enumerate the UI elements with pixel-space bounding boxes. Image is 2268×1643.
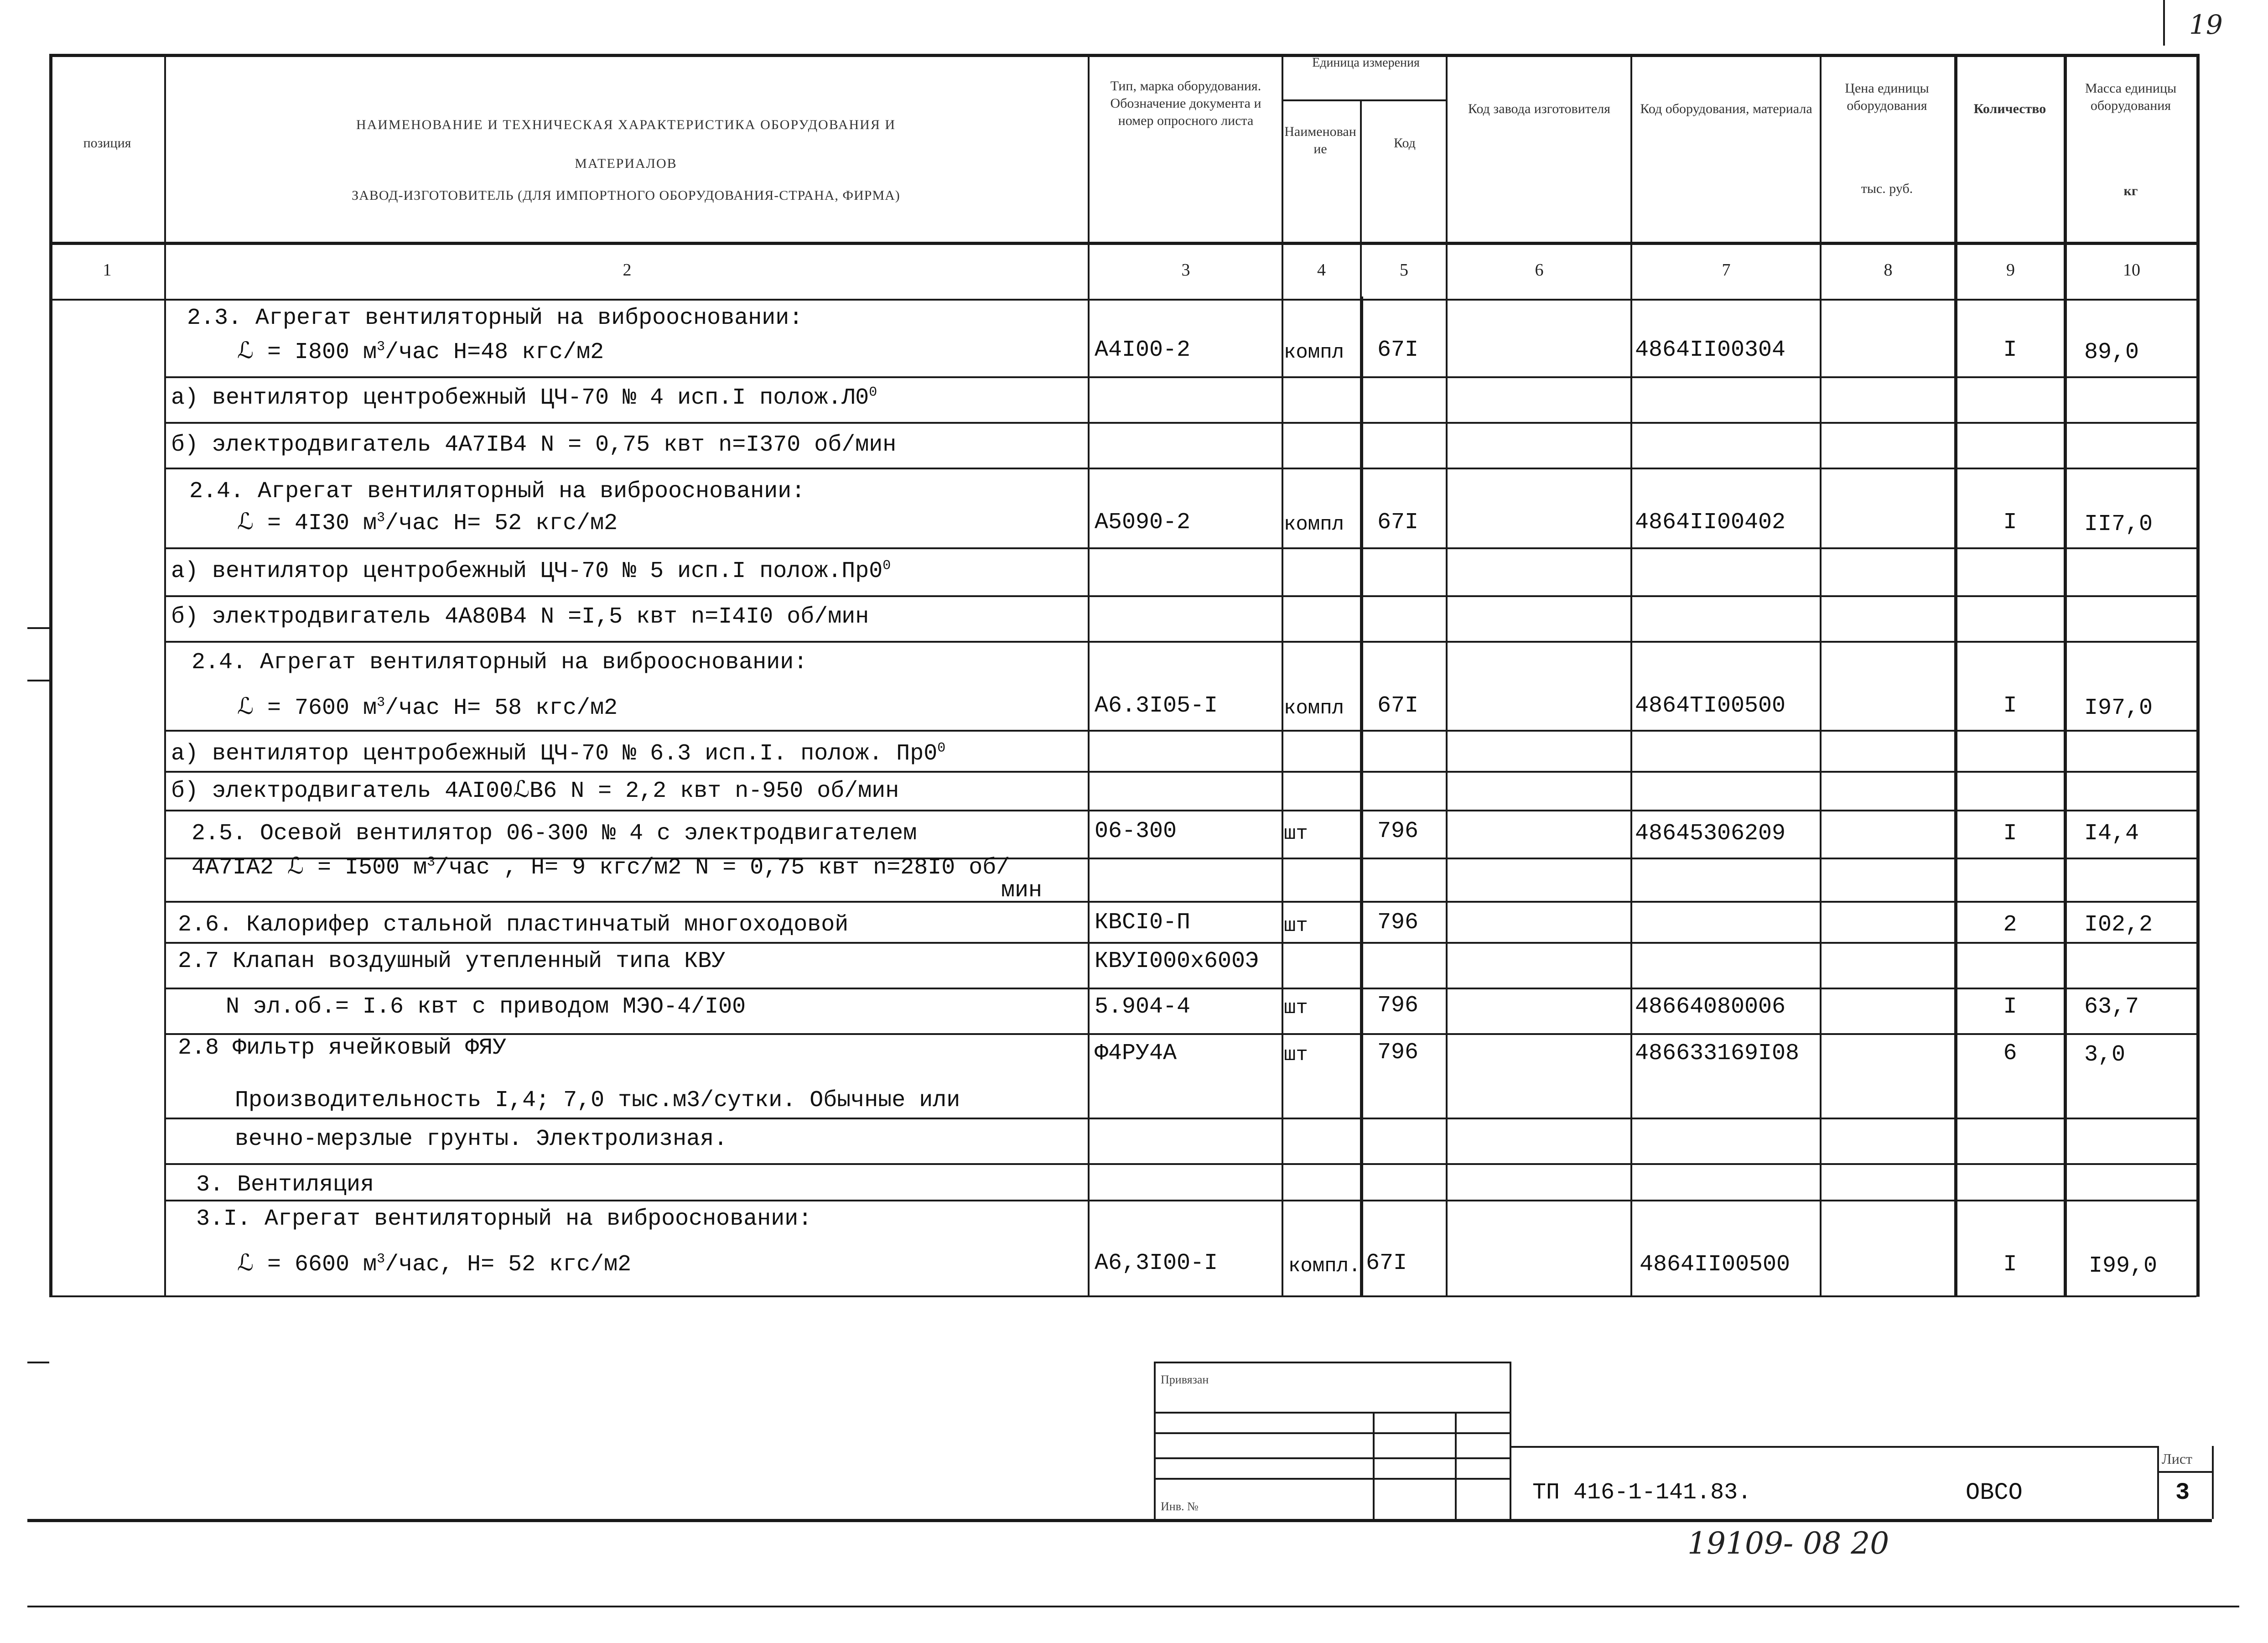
row-2-7-mass: 63,7 bbox=[2084, 994, 2139, 1020]
header-col8-unit: тыс. руб. bbox=[1861, 181, 1913, 196]
row-2-3-mass: 89,0 bbox=[2084, 339, 2139, 365]
row-2-8-title: 2.8 Фильтр ячейковый ФЯУ bbox=[178, 1035, 507, 1061]
row-2-4b-eq-code: 4864TI00500 bbox=[1635, 693, 1786, 719]
row-2-4a-mass: II7,0 bbox=[2084, 511, 2153, 537]
row-2-3-flow: ℒ = I800 $м^3$/час H=48 кгс/м2 bbox=[237, 339, 604, 365]
col-line-10 bbox=[2196, 54, 2200, 1297]
row-2-5-code: 796 bbox=[1377, 818, 1419, 844]
row-2-3-fan: а) вентилятор центробежный ЦЧ-70 № 4 исп.I $полож.Л0^0$ bbox=[171, 385, 877, 411]
stamp-rule bbox=[1510, 1362, 1511, 1519]
stamp-rule bbox=[1154, 1362, 1156, 1519]
row-2-6-title: 2.6. Калорифер стальной пластинчатый многоходовой bbox=[178, 912, 849, 938]
row-2-7-title: 2.7 Клапан воздушный утепленный типа КВУ bbox=[178, 948, 726, 974]
header-col2-line2: МАТЕРИАЛОВ bbox=[575, 156, 677, 171]
stamp-section: ОВСО bbox=[1966, 1479, 2023, 1506]
row-2-5-qty: I bbox=[2003, 821, 2017, 847]
row-2-5-title: 2.5. Осевой вентилятор 06-300 № 4 с электродвигателем bbox=[192, 821, 917, 847]
col-line-4b bbox=[1360, 296, 1363, 1297]
row-rule bbox=[164, 771, 2196, 773]
row-2-4a-code: 67I bbox=[1377, 510, 1419, 536]
row-2-3-code: 67I bbox=[1377, 337, 1419, 363]
row-2-8-note-1: Производительность I,4; 7,0 тыс.м3/сутки. Обычные или bbox=[235, 1087, 960, 1113]
colnum-bottom-border bbox=[49, 299, 2196, 301]
row-2-8-eq-code: 486633169I08 bbox=[1635, 1040, 1800, 1066]
stamp-inv-no: Инв. № bbox=[1161, 1500, 1199, 1513]
header-unit-group: Единица измерения bbox=[1312, 56, 1420, 70]
row-2-3-qty: I bbox=[2003, 337, 2017, 363]
row-2-7-eq-code: 48664080006 bbox=[1635, 994, 1786, 1020]
archive-number: 19109- 08 20 bbox=[1687, 1526, 1889, 1561]
col-line-0 bbox=[49, 54, 52, 1297]
row-2-6-qty: 2 bbox=[2003, 912, 2017, 938]
row-rule bbox=[164, 468, 2196, 469]
row-2-5-detail-line2: мин bbox=[1001, 878, 1043, 904]
header-col3: Тип, марка оборудования. Обозначение документа и номер опросного листа bbox=[1110, 78, 1261, 128]
row-3-1-unit: компл. bbox=[1288, 1255, 1361, 1278]
colnum-8: 8 bbox=[1884, 260, 1893, 280]
row-2-8-unit: шт bbox=[1284, 1044, 1308, 1066]
row-rule bbox=[164, 1200, 2196, 1201]
header-col2-line3: ЗАВОД-ИЗГОТОВИТЕЛЬ (ДЛЯ ИМПОРТНОГО ОБОРУДОВАНИЯ-СТРАНА, ФИРМА) bbox=[352, 188, 900, 203]
row-rule bbox=[164, 901, 2196, 903]
col-line-7 bbox=[1820, 54, 1822, 1297]
row-2-3-title: 2.3. Агрегат вентиляторный на виброосновании: bbox=[187, 305, 803, 331]
unit-group-rule bbox=[1282, 99, 1446, 101]
row-rule bbox=[164, 1118, 2196, 1119]
row-3-1-mass: I99,0 bbox=[2089, 1253, 2158, 1279]
row-2-3-motor: б) электродвигатель 4А7IВ4 N = 0,75 квт n=I370 об/мин bbox=[171, 432, 897, 458]
stamp-rule bbox=[2212, 1446, 2214, 1519]
stamp-bottom-border bbox=[27, 1519, 2212, 1522]
margin-tick bbox=[27, 1362, 49, 1363]
table-bottom-border bbox=[49, 1295, 2196, 1297]
colnum-7: 7 bbox=[1722, 260, 1731, 280]
row-rule bbox=[164, 547, 2196, 549]
table-top-border bbox=[49, 54, 2196, 57]
row-2-5-detail: 4А7IА2 ℒ = I500 $м^3$/час , H= 9 кгс/м2 N = 0,75 квт n=28I0 об/ bbox=[192, 854, 1010, 881]
row-2-5-type: 06-300 bbox=[1095, 818, 1177, 844]
header-col9: Количество bbox=[1973, 101, 2046, 116]
row-rule bbox=[164, 595, 2196, 597]
row-2-6-unit: шт bbox=[1284, 915, 1308, 937]
header-col6: Код завода изготовителя bbox=[1468, 101, 1610, 116]
stamp-rule bbox=[2157, 1446, 2159, 1519]
stamp-rule bbox=[1373, 1412, 1375, 1519]
colnum-3: 3 bbox=[1181, 260, 1190, 280]
colnum-2: 2 bbox=[623, 260, 632, 280]
row-rule bbox=[164, 988, 2196, 989]
row-2-6-type: КВСI0-П bbox=[1095, 910, 1191, 936]
row-2-3-eq-code: 4864II00304 bbox=[1635, 337, 1786, 363]
colnum-5: 5 bbox=[1400, 260, 1408, 280]
row-2-5-mass: I4,4 bbox=[2084, 821, 2139, 847]
row-2-3-unit: компл bbox=[1284, 341, 1344, 364]
row-2-4b-qty: I bbox=[2003, 693, 2017, 719]
section-3-title: 3. Вентиляция bbox=[196, 1172, 374, 1198]
header-col1: позиция bbox=[83, 135, 131, 151]
row-2-4a-motor: б) электродвигатель 4А80В4 N =I,5 квт n=I4I0 об/мин bbox=[171, 604, 869, 630]
stamp-sheet-label: Лист bbox=[2162, 1451, 2193, 1467]
row-2-8-code: 796 bbox=[1377, 1040, 1419, 1066]
row-rule bbox=[164, 942, 2196, 944]
colnum-1: 1 bbox=[103, 260, 112, 280]
header-col8: Цена единицы оборудования bbox=[1845, 81, 1929, 113]
row-2-6-mass: I02,2 bbox=[2084, 912, 2153, 938]
stamp-sheet-no: 3 bbox=[2175, 1479, 2190, 1506]
colnum-10: 10 bbox=[2123, 260, 2140, 280]
row-2-4b-mass: I97,0 bbox=[2084, 695, 2153, 721]
row-2-4a-fan: а) вентилятор центробежный ЦЧ-70 № 5 исп.I $полож.Пр0^0$ bbox=[171, 558, 891, 584]
row-3-1-flow: ℒ = 6600 $м^3$/час, H= 52 кгс/м2 bbox=[237, 1251, 632, 1278]
stamp-rule bbox=[1455, 1412, 1457, 1519]
colnum-6: 6 bbox=[1535, 260, 1544, 280]
col-line-5 bbox=[1446, 54, 1448, 1297]
header-col4: Наименование bbox=[1284, 124, 1356, 156]
row-rule bbox=[164, 810, 2196, 811]
col-line-1 bbox=[164, 54, 166, 1297]
row-rule bbox=[164, 641, 2196, 643]
margin-tick bbox=[27, 627, 49, 629]
row-2-7-doc: 5.904-4 bbox=[1095, 994, 1191, 1020]
header-col2-line1: НАИМЕНОВАНИЕ И ТЕХНИЧЕСКАЯ ХАРАКТЕРИСТИКА ОБОРУДОВАНИЯ И bbox=[356, 117, 896, 132]
margin-tick bbox=[27, 680, 49, 681]
row-rule bbox=[164, 376, 2196, 378]
row-2-4b-unit: компл bbox=[1284, 697, 1344, 720]
row-3-1-eq-code: 4864II00500 bbox=[1640, 1252, 1791, 1278]
colnum-4: 4 bbox=[1317, 260, 1326, 280]
row-3-1-type: A6,3I00-I bbox=[1095, 1250, 1218, 1276]
colnum-9: 9 bbox=[2006, 260, 2015, 280]
col-line-8 bbox=[1954, 54, 1957, 1297]
stamp-rule bbox=[2157, 1471, 2212, 1473]
page-bottom-border bbox=[27, 1606, 2239, 1607]
row-3-1-title: 3.I. Агрегат вентиляторный на виброосновании: bbox=[196, 1206, 812, 1232]
row-2-7-power: N эл.об.= I.6 квт с приводом МЭО-4/I00 bbox=[226, 994, 746, 1020]
col-line-6 bbox=[1630, 54, 1632, 1297]
header-col10-unit: кг bbox=[2123, 183, 2138, 198]
row-2-8-qty: 6 bbox=[2003, 1040, 2017, 1066]
row-rule bbox=[164, 1163, 2196, 1165]
col-line-2 bbox=[1088, 54, 1090, 1297]
row-2-7-code: 796 bbox=[1377, 993, 1419, 1019]
row-2-5-eq-code: 48645306209 bbox=[1635, 821, 1786, 847]
col-line-3 bbox=[1282, 54, 1283, 1297]
row-2-4b-flow: ℒ = 7600 $м^3$/час H= 58 кгс/м2 bbox=[237, 695, 618, 721]
row-2-8-type: Ф4РУ4А bbox=[1095, 1040, 1177, 1066]
row-2-4a-title: 2.4. Агрегат вентиляторный на виброосновании: bbox=[189, 478, 805, 504]
row-2-6-code: 796 bbox=[1377, 910, 1419, 936]
row-2-8-mass: 3,0 bbox=[2084, 1042, 2126, 1068]
header-col5: Код bbox=[1394, 135, 1416, 151]
row-2-7-type: КВУI000x600Э bbox=[1095, 948, 1259, 974]
row-2-4b-fan: а) вентилятор центробежный ЦЧ-70 № 6.3 исп.I. полож. $Пр0^0$ bbox=[171, 740, 946, 767]
stamp-privyazan: Привязан bbox=[1161, 1373, 1209, 1386]
row-2-7-qty: I bbox=[2003, 994, 2017, 1020]
header-col10: Масса единицы оборудования bbox=[2085, 81, 2177, 113]
row-2-4a-unit: компл bbox=[1284, 513, 1344, 536]
row-2-4b-code: 67I bbox=[1377, 693, 1419, 719]
stamp-rule bbox=[1510, 1446, 2157, 1448]
header-bottom-border bbox=[49, 242, 2196, 245]
row-rule bbox=[164, 422, 2196, 424]
row-2-4a-eq-code: 4864II00402 bbox=[1635, 510, 1786, 536]
page-number: 19 bbox=[2189, 9, 2223, 40]
row-2-4a-flow: ℒ = 4I30 $м^3$/час H= 52 кгс/м2 bbox=[237, 510, 618, 536]
stamp-doc-code: ТП 416-1-141.83. bbox=[1532, 1480, 1752, 1506]
corner-rule bbox=[2163, 0, 2165, 46]
row-2-4a-qty: I bbox=[2003, 510, 2017, 536]
col-line-9 bbox=[2064, 54, 2067, 1297]
row-2-5-unit: шт bbox=[1284, 822, 1308, 845]
row-2-4a-type: A5090-2 bbox=[1095, 510, 1191, 536]
row-2-3-type: A4I00-2 bbox=[1095, 337, 1191, 363]
row-2-4b-title: 2.4. Агрегат вентиляторный на виброосновании: bbox=[192, 650, 808, 676]
row-2-8-note-2: вечно-мерзлые грунты. Электролизная. bbox=[235, 1126, 728, 1152]
row-2-4b-motor: б) электродвигатель 4АI00ℒВ6 N = 2,2 квт n-950 об/мин bbox=[171, 778, 899, 804]
row-rule bbox=[164, 730, 2196, 732]
row-3-1-qty: I bbox=[2003, 1252, 2017, 1278]
row-3-1-code: 67I bbox=[1366, 1250, 1407, 1276]
row-2-4b-type: A6.3I05-I bbox=[1095, 693, 1218, 719]
header-col7: Код оборудования, материала bbox=[1640, 101, 1812, 116]
row-2-7-unit: шт bbox=[1284, 997, 1308, 1019]
stamp-rule bbox=[1154, 1362, 1510, 1363]
